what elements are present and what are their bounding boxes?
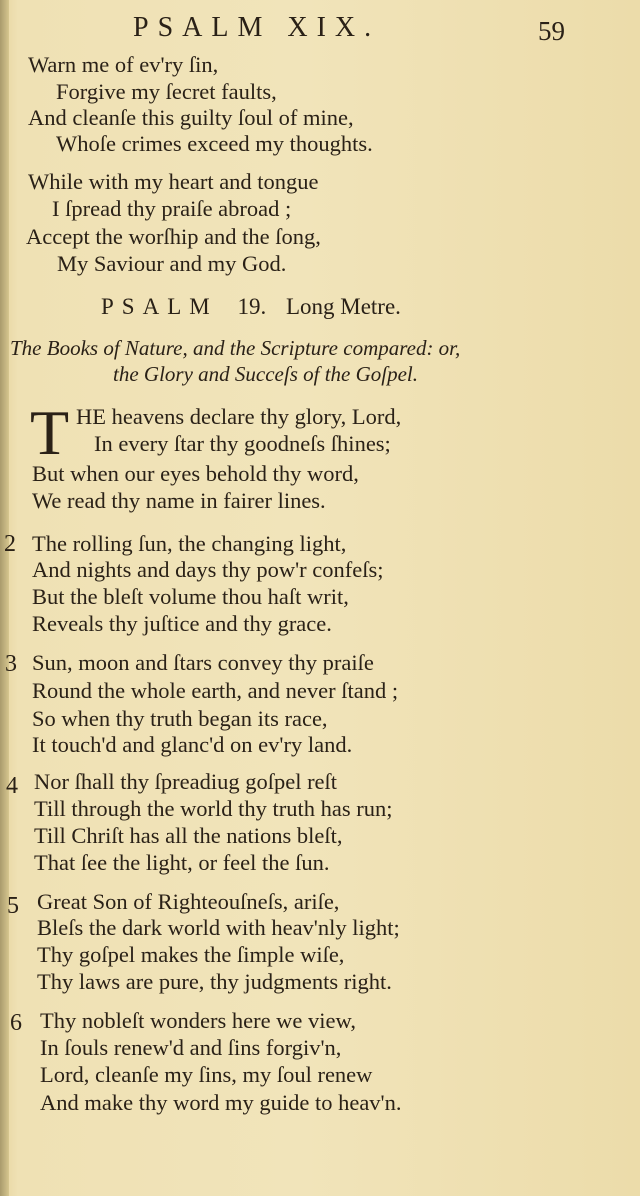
top-stanza-2-line-2: I ſpread thy praiſe abroad ;	[52, 196, 292, 221]
page-gutter	[0, 0, 9, 1196]
verse-6-line-4: And make thy word my guide to heav'n.	[40, 1090, 402, 1115]
verse-2-line-4: Reveals thy juſtice and thy grace.	[32, 611, 332, 636]
heading-metre: Long Metre.	[285, 294, 401, 319]
heading-number: 19.	[237, 294, 267, 319]
verse-6-line-2: In ſouls renew'd and ſins forgiv'n,	[40, 1035, 342, 1060]
running-header-title: PSALM XIX.	[133, 12, 381, 43]
page-number: 59	[538, 16, 565, 46]
verse-4-line-2: Till through the world thy truth has run;	[34, 796, 393, 821]
top-stanza-2-line-3: Accept the worſhip and the ſong,	[26, 224, 321, 249]
verse-4-line-1: Nor ſhall thy ſpreadiug goſpel reſt	[34, 769, 338, 794]
psalm-heading	[101, 294, 401, 320]
verse-number-2: 2	[4, 531, 16, 557]
verse-5-line-4: Thy laws are pure, thy judgments right.	[37, 969, 392, 994]
verse-3-line-2: Round the whole earth, and never ſtand ;	[32, 678, 399, 703]
verse-number-6: 6	[10, 1010, 22, 1036]
verse-3-line-3: So when thy truth began its race,	[32, 706, 328, 731]
top-stanza-2-line-1: While with my heart and tongue	[28, 169, 319, 194]
subtitle-line-2: the Glory and Succeſs of the Goſpel.	[113, 362, 419, 386]
verse-number-3: 3	[5, 651, 17, 677]
drop-cap: T	[30, 397, 70, 468]
verse-1-line-2: In every ſtar thy goodneſs ſhines;	[94, 431, 391, 456]
heading-psalm: PSALM	[101, 294, 218, 319]
verse-6-line-3: Lord, cleanſe my ſins, my ſoul renew	[40, 1062, 373, 1087]
verse-4-line-3: Till Chriſt has all the nations bleſt,	[34, 823, 343, 848]
verse-2-line-2: And nights and days thy pow'r confeſs;	[32, 557, 384, 582]
verse-5-line-1: Great Son of Righteouſneſs, ariſe,	[37, 889, 340, 914]
top-stanza-1-line-3: And cleanſe this guilty ſoul of mine,	[28, 105, 354, 130]
verse-2-line-3: But the bleſt volume thou haſt writ,	[32, 584, 349, 609]
top-stanza-2-line-4: My Saviour and my God.	[57, 251, 287, 276]
verse-4-line-4: That ſee the light, or feel the ſun.	[34, 850, 330, 875]
verse-1-line-1: HE heavens declare thy glory, Lord,	[76, 404, 402, 429]
verse-3-line-1: Sun, moon and ſtars convey thy praiſe	[32, 650, 374, 675]
top-stanza-1-line-4: Whoſe crimes exceed my thoughts.	[56, 131, 373, 156]
top-stanza-1-line-1: Warn me of ev'ry ſin,	[28, 52, 219, 77]
verse-5-line-2: Bleſs the dark world with heav'nly light;	[37, 915, 400, 940]
verse-5-line-3: Thy goſpel makes the ſimple wiſe,	[37, 942, 345, 967]
verse-number-5: 5	[7, 893, 19, 919]
verse-1-line-3: But when our eyes behold thy word,	[32, 461, 359, 486]
verse-number-4: 4	[6, 773, 18, 799]
verse-2-line-1: The rolling ſun, the changing light,	[32, 531, 347, 556]
top-stanza-1-line-2: Forgive my ſecret faults,	[56, 79, 277, 104]
verse-1-line-4: We read thy name in fairer lines.	[32, 488, 326, 513]
verse-3-line-4: It touch'd and glanc'd on ev'ry land.	[32, 732, 353, 757]
subtitle-line-1: The Books of Nature, and the Scripture compared: or,	[10, 336, 461, 360]
verse-6-line-1: Thy nobleſt wonders here we view,	[40, 1008, 356, 1033]
